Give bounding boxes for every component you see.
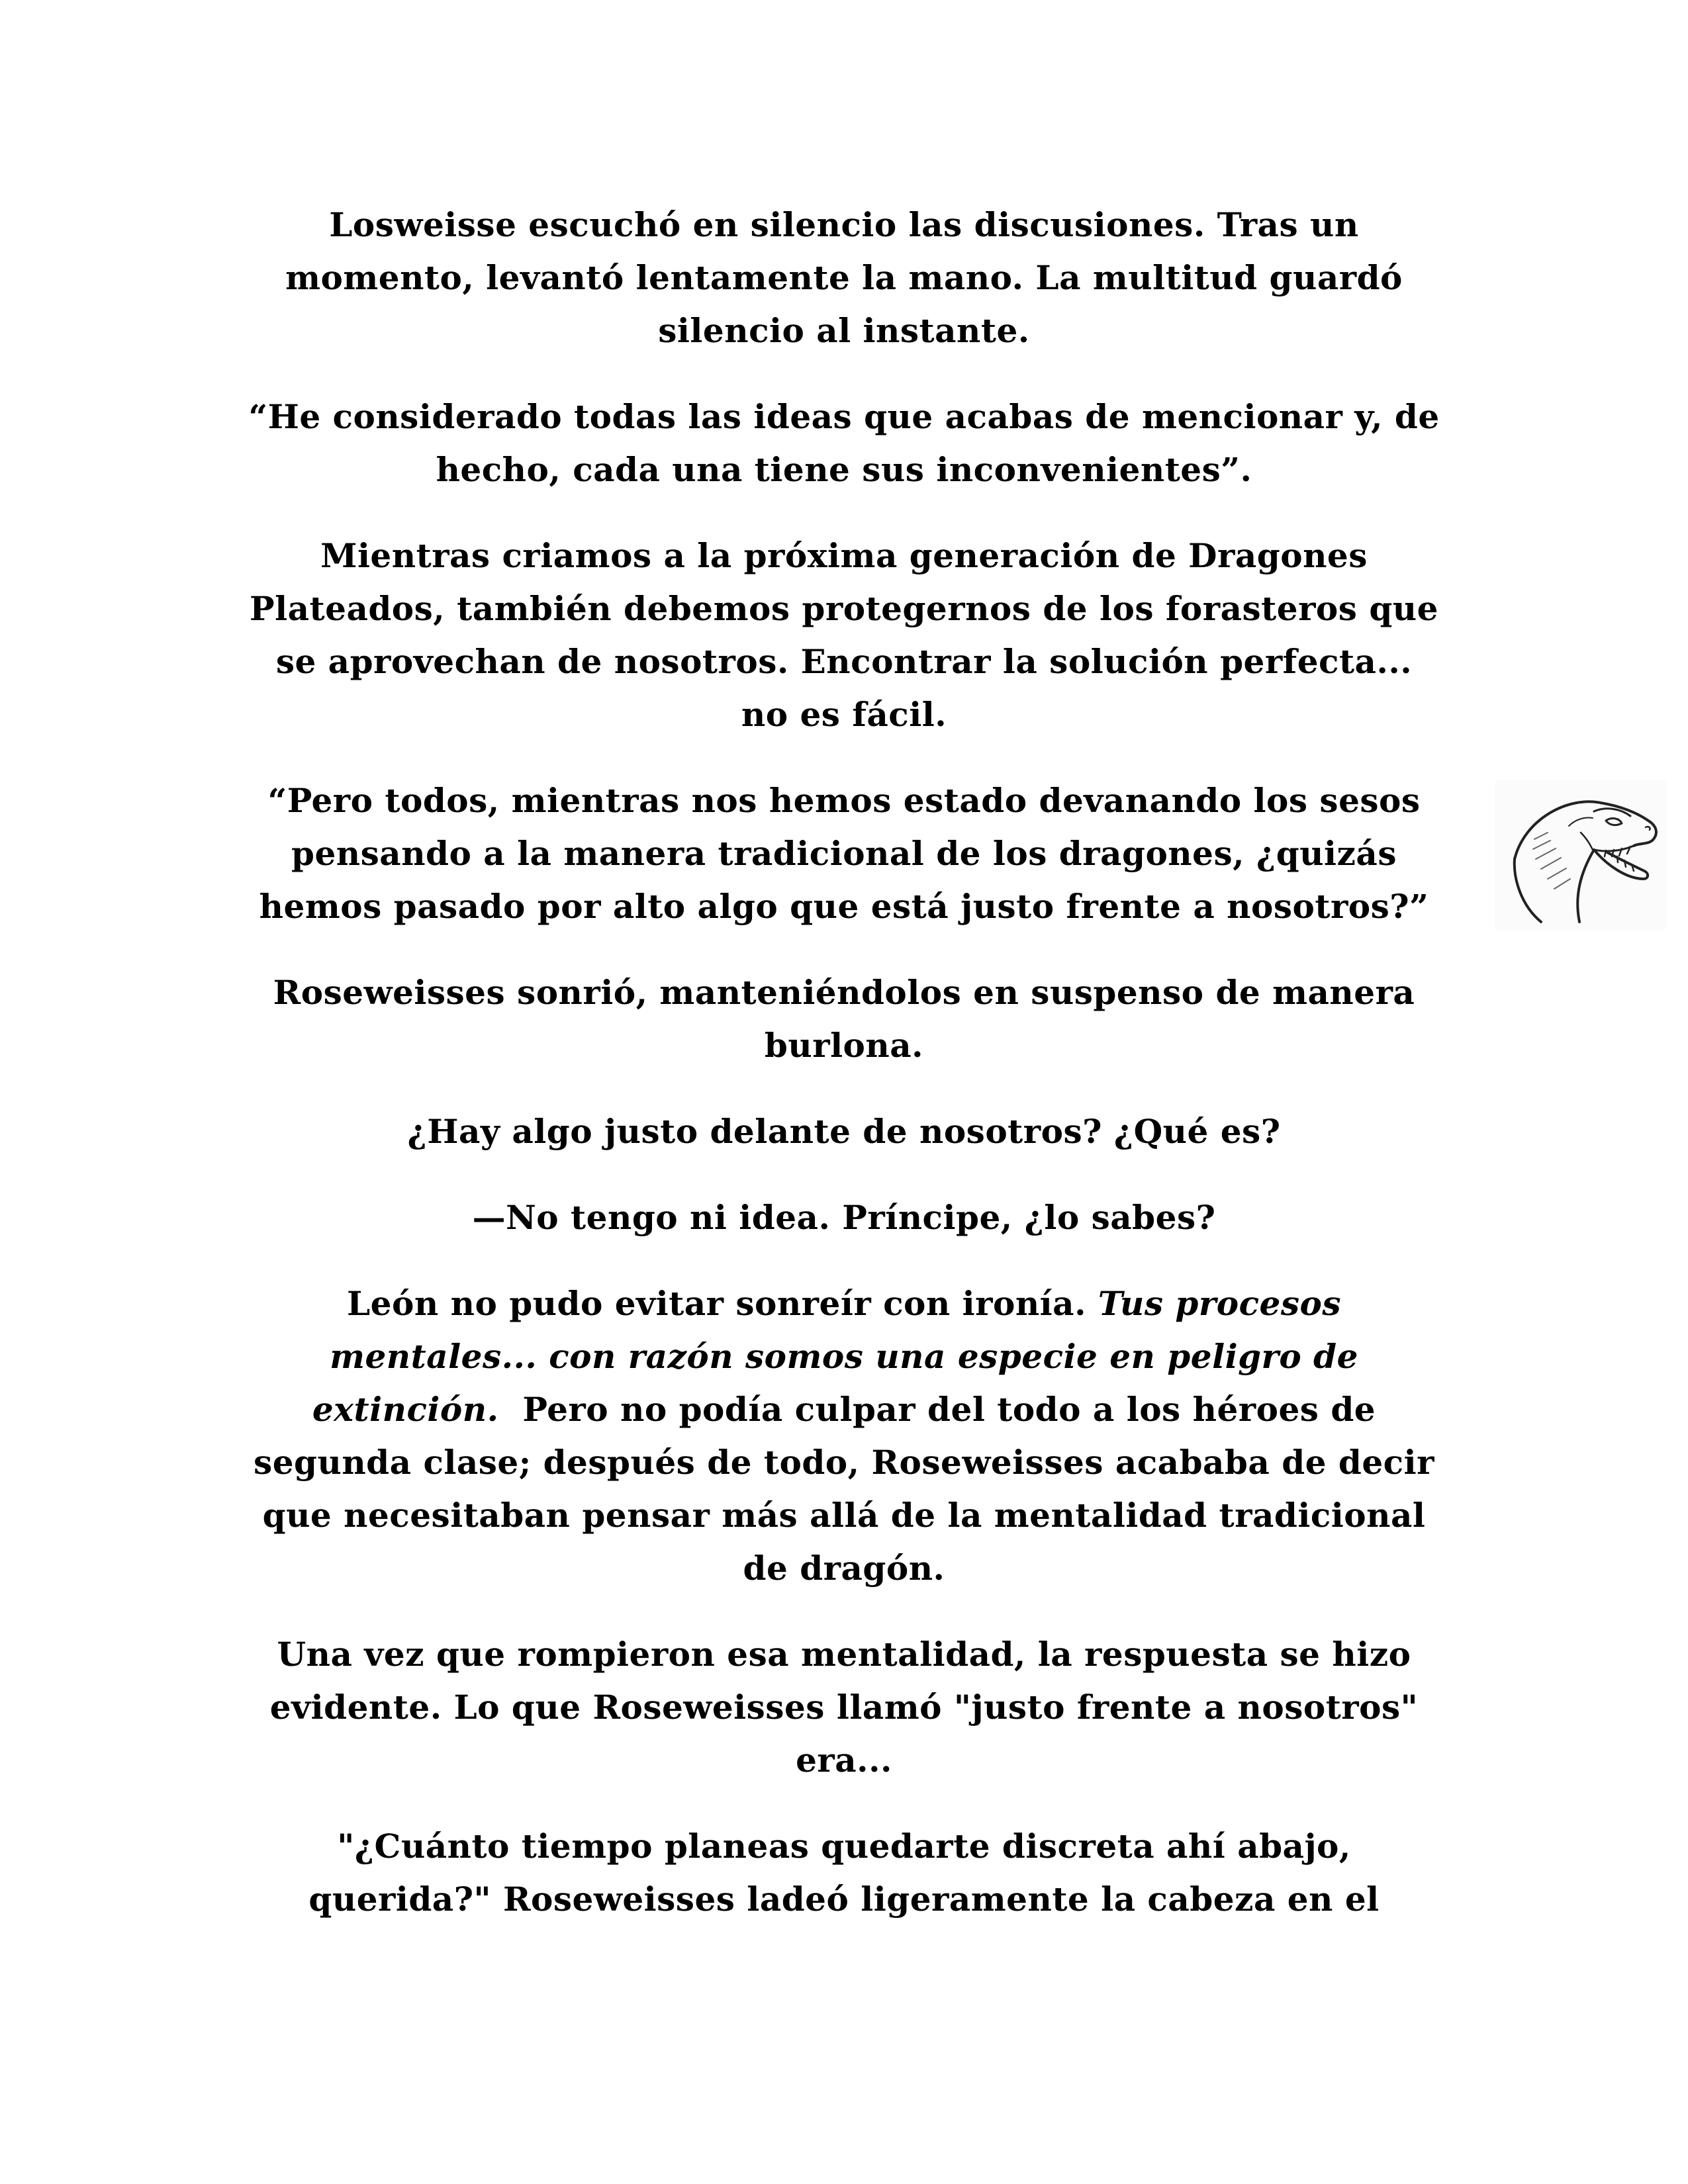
dragon-head-sketch-icon: [1495, 780, 1667, 931]
text-line: se aprovechan de nosotros. Encontrar la solución perfecta...: [275, 642, 1413, 681]
paragraph-7: [212, 1191, 1476, 1244]
italic-thought-3: extinción.: [312, 1390, 499, 1429]
text-line: Plateados, también debemos protegernos de los forasteros que: [250, 589, 1438, 628]
text-line: pensando a la manera tradicional de los dragones, ¿quizás: [291, 834, 1397, 873]
paragraph-3: [212, 529, 1476, 741]
text-line: Una vez que rompieron esa mentalidad, la respuesta se hizo: [277, 1635, 1411, 1674]
document-body: [212, 199, 1476, 1926]
italic-thought-1: Tus procesos: [1098, 1284, 1341, 1323]
paragraph-5: [212, 966, 1476, 1072]
paragraph-9: [212, 1628, 1476, 1787]
text-line: ¿Hay algo justo delante de nosotros? ¿Qué es?: [407, 1112, 1281, 1151]
text-line: evidente. Lo que Roseweisses llamó "justo frente a nosotros": [269, 1688, 1419, 1727]
text-line: —No tengo ni idea. Príncipe, ¿lo sabes?: [472, 1198, 1216, 1237]
text-line: momento, levantó lentamente la mano. La multitud guardó: [285, 258, 1403, 297]
text-lead: León no pudo evitar sonreír con ironía.: [347, 1284, 1098, 1323]
text-line: Mientras criamos a la próxima generación de Dragones: [320, 536, 1368, 575]
text-line: que necesitaban pensar más allá de la mentalidad tradicional: [262, 1496, 1426, 1535]
text-line: burlona.: [764, 1026, 924, 1065]
text-line: Pero no podía culpar del todo a los héroes de: [498, 1390, 1376, 1429]
paragraph-10: [212, 1820, 1476, 1926]
paragraph-6: [212, 1105, 1476, 1158]
text-line: Roseweisses sonrió, manteniéndolos en suspenso de manera: [273, 973, 1415, 1012]
text-line: hemos pasado por alto algo que está justo frente a nosotros?”: [259, 887, 1429, 926]
paragraph-4: [212, 774, 1476, 933]
text-line: “He considerado todas las ideas que acabas de mencionar y, de: [248, 397, 1440, 436]
text-line: querida?" Roseweisses ladeó ligeramente la cabeza en el: [308, 1880, 1380, 1919]
text-line: silencio al instante.: [658, 311, 1030, 350]
text-line: segunda clase; después de todo, Roseweisses acababa de decir: [254, 1443, 1434, 1482]
text-line: hecho, cada una tiene sus inconvenientes”.: [436, 450, 1252, 489]
italic-thought-2: mentales... con razón somos una especie en peligro de: [330, 1337, 1358, 1376]
text-line: "¿Cuánto tiempo planeas quedarte discreta ahí abajo,: [337, 1827, 1351, 1866]
paragraph-2: [212, 390, 1476, 496]
text-line: no es fácil.: [741, 695, 947, 734]
text-line: Losweisse escuchó en silencio las discusiones. Tras un: [329, 205, 1359, 244]
text-line: de dragón.: [743, 1549, 945, 1588]
text-line: “Pero todos, mientras nos hemos estado devanando los sesos: [267, 781, 1421, 820]
text-line: era...: [796, 1741, 892, 1780]
paragraph-8: [212, 1277, 1476, 1595]
paragraph-1: [212, 199, 1476, 357]
